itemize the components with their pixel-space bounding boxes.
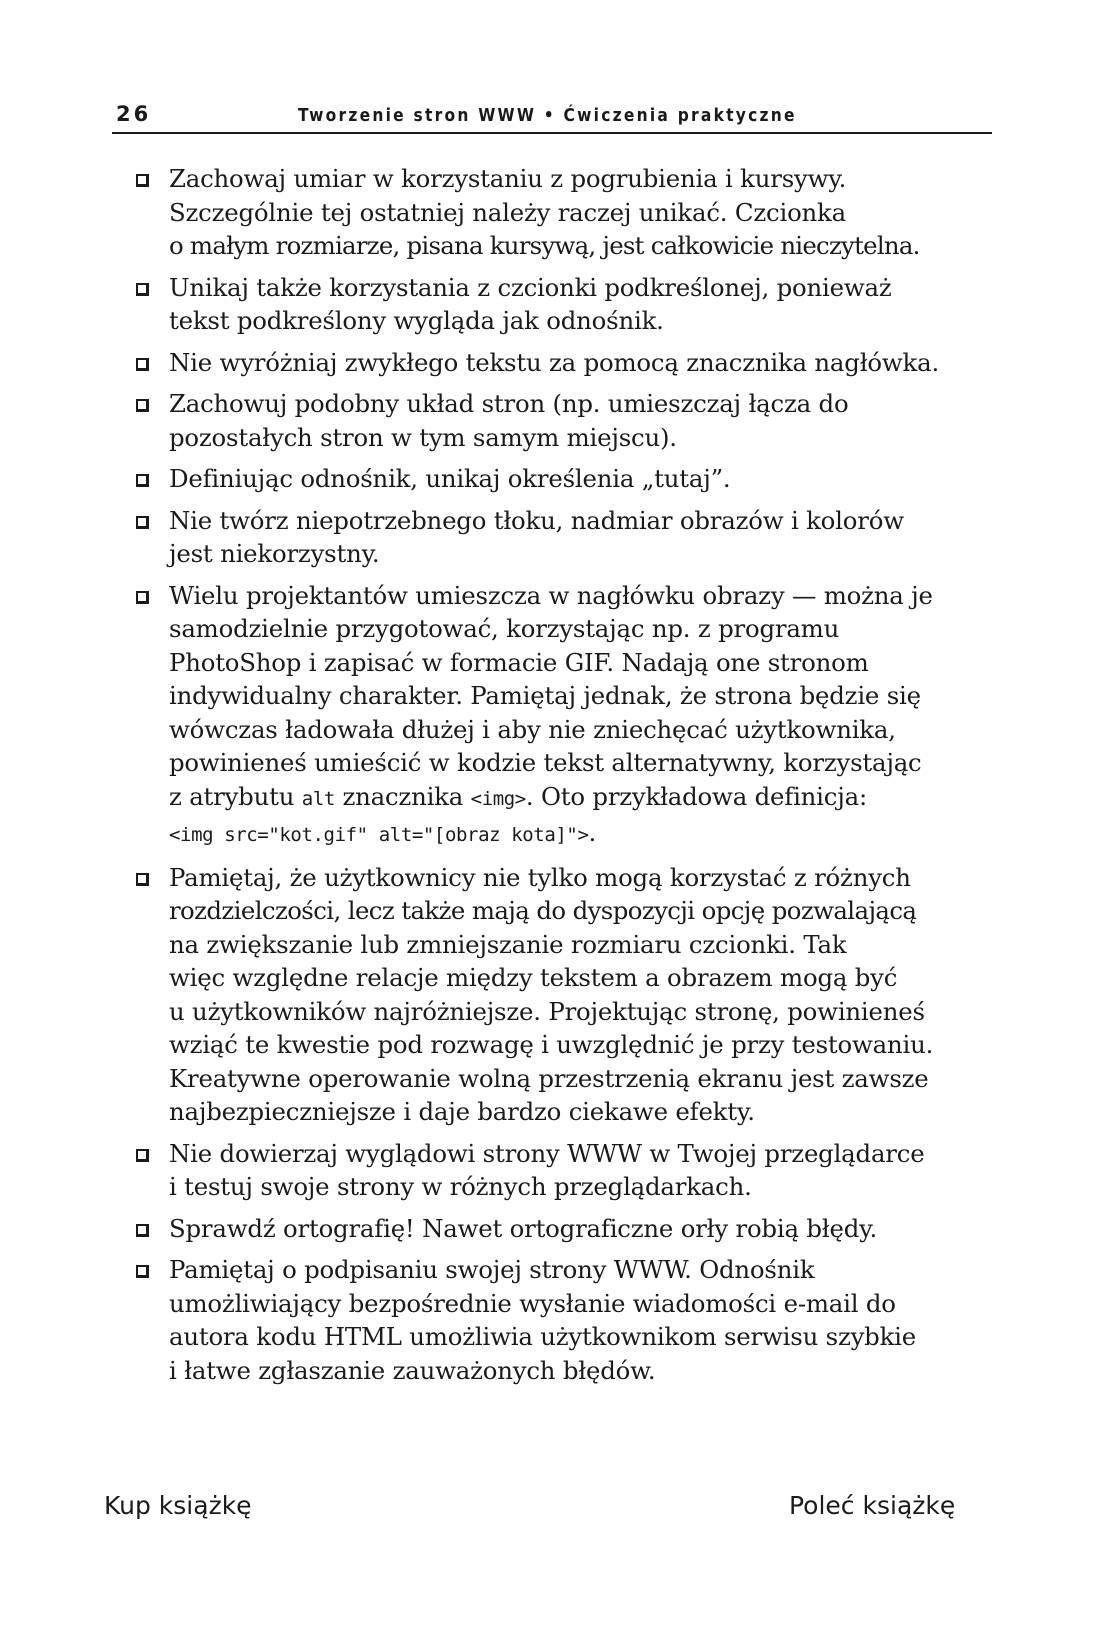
list-item-text	[169, 1253, 996, 1387]
text-line: Nie wyróżniaj zwykłego tekstu za pomocą znacznika nagłówka.	[169, 347, 940, 377]
text-line: Sprawdź ortografię! Nawet ortograficzne orły robią błędy.	[169, 1213, 878, 1243]
list-item	[136, 579, 996, 853]
text-line: Nie dowierzaj wyglądowi strony WWW w Twojej przeglądarce	[169, 1138, 925, 1168]
text-line: Szczególnie tej ostatniej należy raczej unikać. Czcionka	[169, 197, 846, 227]
text-line: PhotoShop i zapisać w formacie GIF. Nadają one stronom	[169, 647, 869, 677]
text-line: indywidualny charakter. Pamiętaj jednak, że strona będzie się	[169, 681, 921, 710]
text-line: Definiując odnośnik, unikaj określenia „tutaj”.	[169, 464, 731, 493]
text-fragment: . Oto przykładowa definicja:	[525, 781, 867, 811]
text-line: Kreatywne operowanie wolną przestrzenią ekranu jest zawsze	[169, 1063, 929, 1093]
text-line: najbezpieczniejsze i daje bardzo ciekawe efekty.	[169, 1097, 755, 1126]
list-item	[136, 462, 996, 496]
text-fragment: .	[588, 818, 597, 847]
list-item-text	[169, 462, 996, 496]
list-item-text	[169, 1137, 996, 1204]
text-line: Wielu projektantów umieszcza w nagłówku obrazy — można je	[169, 580, 933, 610]
text-line: rozdzielczości, lecz także mają do dyspozycji opcję pozwalającą	[169, 896, 917, 925]
list-item	[136, 504, 996, 571]
running-title: Tworzenie stron WWW • Ćwiczenia praktyczne	[298, 105, 797, 126]
text-line: więc względne relacje między tekstem a obrazem mogą być	[169, 963, 898, 992]
text-line: jest niekorzystny.	[169, 539, 380, 568]
list-item-text	[169, 1212, 996, 1246]
checkbox-bullet-icon	[136, 358, 149, 371]
list-item	[136, 1137, 996, 1204]
text-line: pozostałych stron w tym samym miejscu).	[169, 422, 677, 452]
code-example: <img src="kot.gif" alt="[obraz kota]">	[169, 824, 589, 846]
checkbox-bullet-icon	[136, 174, 149, 187]
text-line: na zwiększanie lub zmniejszanie rozmiaru czcionki. Tak	[169, 929, 847, 959]
text-line: wówczas ładowała dłużej i aby nie zniechęcać użytkownika,	[169, 714, 896, 744]
text-line: o małym rozmiarze, pisana kursywą, jest całkowicie nieczytelna.	[169, 231, 920, 260]
recommend-book-link[interactable]: Poleć książkę	[789, 1491, 956, 1520]
list-item-text	[169, 346, 996, 380]
list-item	[136, 346, 996, 380]
text-line: samodzielnie przygotować, korzystając np. z programu	[169, 614, 840, 643]
list-item	[136, 1253, 996, 1387]
inline-code-alt: alt	[301, 787, 335, 810]
list-item	[136, 861, 996, 1129]
checkbox-bullet-icon	[136, 283, 149, 296]
checkbox-bullet-icon	[136, 873, 149, 886]
text-line: wziąć te kwestie pod rozwagę i uwzględnić je przy testowaniu.	[169, 1030, 934, 1059]
bullet-list	[136, 162, 996, 1395]
text-line: umożliwiający bezpośrednie wysłanie wiadomości e-mail do	[169, 1288, 896, 1318]
checkbox-bullet-icon	[136, 516, 149, 529]
text-fragment: z atrybutu	[169, 781, 302, 811]
text-line: Nie twórz niepotrzebnego tłoku, nadmiar obrazów i kolorów	[169, 505, 904, 535]
text-line: Pamiętaj o podpisaniu swojej strony WWW. Odnośnik	[169, 1255, 815, 1284]
list-item-text	[169, 579, 996, 853]
checkbox-bullet-icon	[136, 1265, 149, 1278]
text-line: autora kodu HTML umożliwia użytkownikom serwisu szybkie	[169, 1322, 917, 1351]
code-example-line	[169, 816, 596, 853]
checkbox-bullet-icon	[136, 1149, 149, 1162]
text-line: u użytkowników najróżniejsze. Projektując stronę, powinieneś	[169, 996, 925, 1026]
checkbox-bullet-icon	[136, 474, 149, 487]
list-item	[136, 387, 996, 454]
list-item-text	[169, 271, 996, 338]
text-fragment: znacznika	[334, 781, 471, 811]
checkbox-bullet-icon	[136, 1224, 149, 1237]
text-line: Pamiętaj, że użytkownicy nie tylko mogą korzystać z różnych	[169, 862, 911, 892]
list-item-text	[169, 861, 996, 1129]
page-number: 26	[116, 102, 152, 126]
page-header	[112, 98, 992, 134]
text-line	[169, 780, 867, 817]
list-item-text	[169, 162, 996, 263]
text-line: i łatwe zgłaszanie zauważonych błędów.	[169, 1355, 656, 1385]
checkbox-bullet-icon	[136, 591, 149, 604]
text-line: Zachowaj umiar w korzystaniu z pogrubienia i kursywy.	[169, 164, 847, 193]
buy-book-link[interactable]: Kup książkę	[104, 1491, 252, 1520]
list-item-text	[169, 504, 996, 571]
checkbox-bullet-icon	[136, 399, 149, 412]
list-item	[136, 162, 996, 263]
list-item-text	[169, 387, 996, 454]
inline-code-img-tag: <img>	[470, 787, 526, 810]
list-item	[136, 271, 996, 338]
text-line: Unikaj także korzystania z czcionki podkreślonej, ponieważ	[169, 272, 892, 302]
text-line: i testuj swoje strony w różnych przeglądarkach.	[169, 1172, 752, 1201]
text-line: powinieneś umieścić w kodzie tekst alternatywny, korzystając	[169, 748, 922, 777]
text-line: tekst podkreślony wygląda jak odnośnik.	[169, 306, 664, 335]
text-line: Zachowuj podobny układ stron (np. umieszczaj łącza do	[169, 389, 849, 418]
list-item	[136, 1212, 996, 1246]
